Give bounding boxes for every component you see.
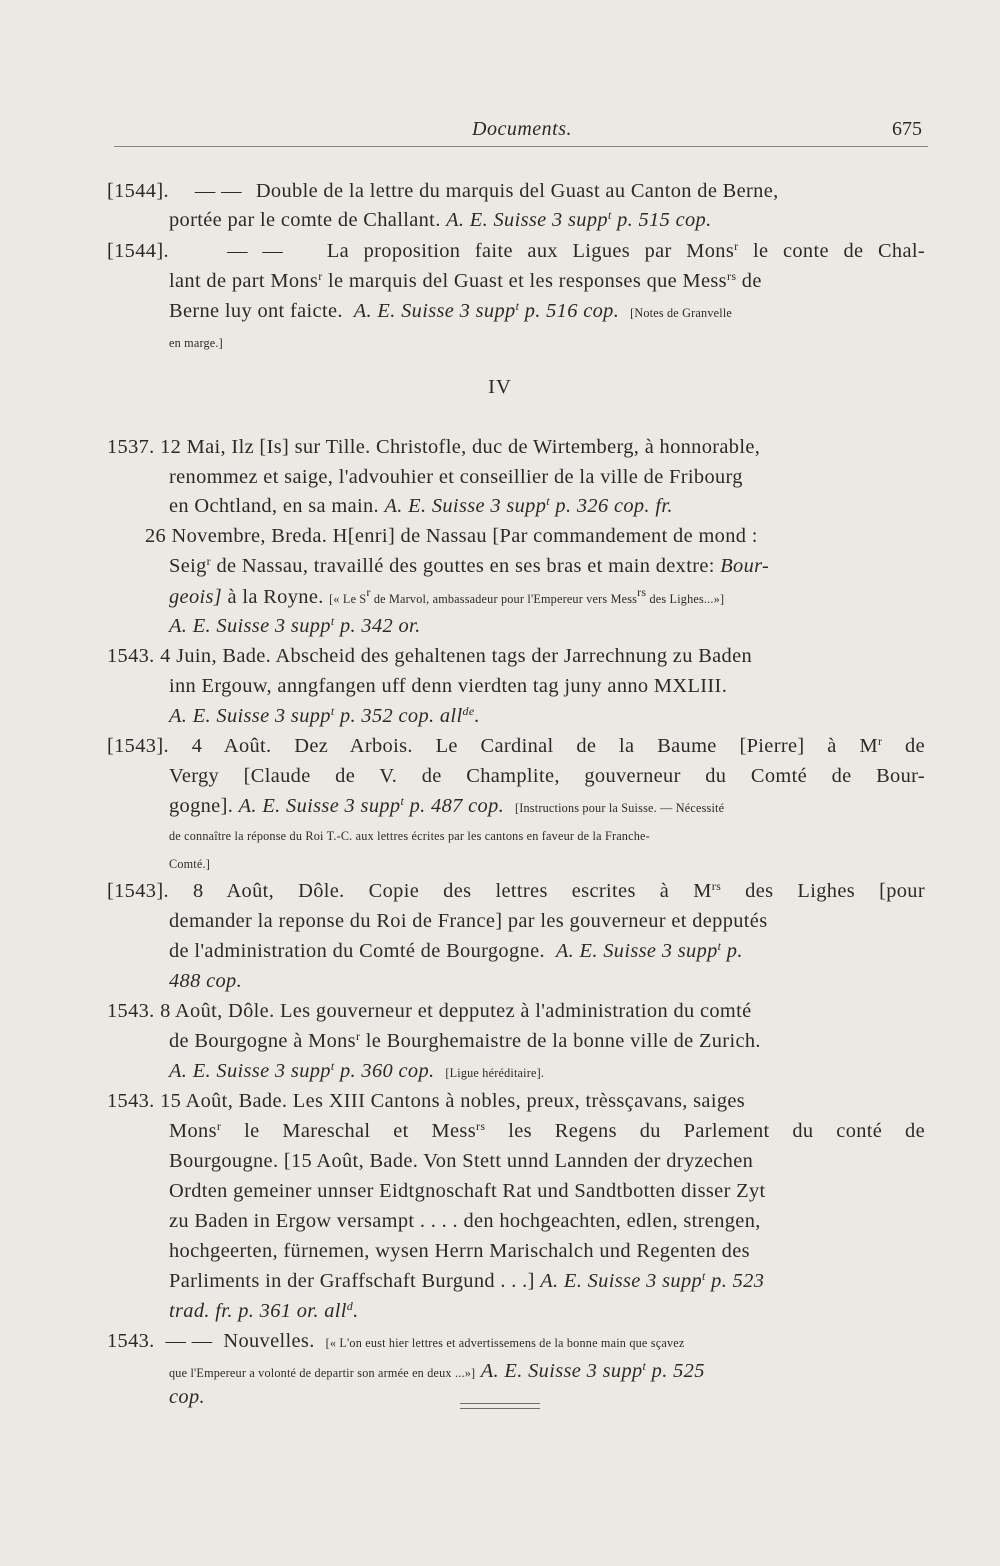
entry-line: [1544]. — — Double de la lettre du marquis del Guast au Canton de Berne,	[107, 180, 779, 202]
archive-reference: A. E. Suisse 3 supp$^t$ p. 525	[480, 1359, 705, 1382]
archive-reference: A. E. Suisse 3 supp$^t$ p. 352 cop. all$^{de}$.	[169, 704, 480, 727]
archive-reference: A. E. Suisse 3 supp$^t$ p. 326 cop. fr.	[384, 494, 673, 517]
entry-line: Parliments in der Graffschaft Burgund . . .] A. E. Suisse 3 supp$^t$ p. 523	[169, 1269, 765, 1292]
entry-line: de l'administration du Comté de Bourgogne. A. E. Suisse 3 supp$^t$ p.	[169, 939, 743, 962]
entry-line	[169, 612, 421, 640]
margin-note: [Notes de Granvelle	[630, 306, 733, 320]
archive-reference: A. E. Suisse 3 supp$^t$ p.	[555, 939, 743, 962]
entry-line: 1543. — — Nouvelles. [« L'on eust hier lettres et advertissemens de la bonne main que sçavez	[107, 1330, 685, 1352]
archive-reference: A. E. Suisse 3 supp$^t$ p. 516 cop.	[353, 299, 620, 322]
entry-line: 1543. 4 Juin, Bade. Abscheid des gehaltenen tags der Jarrechnung zu Baden	[107, 645, 753, 667]
quoted-note: [« L'on eust hier lettres et advertissemens de la bonne main que sçavez	[325, 1336, 685, 1350]
entry-line: 1543. 8 Août, Dôle. Les gouverneur et depputez à l'administration du comté	[107, 1000, 752, 1022]
entry-line: 26 Novembre, Breda. H[enri] de Nassau [Par commandement de mond :	[145, 525, 758, 547]
archive-reference: A. E. Suisse 3 supp$^t$ p. 515 cop.	[446, 208, 712, 231]
entry-line: [1544]. — — La proposition faite aux Ligues par Mons$^r$ le conte de Chal-	[107, 239, 925, 262]
header-rule	[114, 146, 928, 147]
archive-reference: A. E. Suisse 3 supp$^t$ p. 360 cop.	[169, 1059, 435, 1082]
entry-line: Bourgougne. [15 Août, Bade. Von Stett unnd Lannden der dryzechen	[169, 1150, 754, 1172]
archive-reference: A. E. Suisse 3 supp$^t$ p. 342 or.	[169, 614, 421, 637]
margin-note: en marge.]	[169, 336, 223, 350]
entry-line	[169, 1057, 544, 1085]
entry-line: lant de part Mons$^r$ le marquis del Guast et les responses que Mess$^{rs}$ de	[169, 269, 762, 292]
entry-line: [1543]. 4 Août. Dez Arbois. Le Cardinal de la Baume [Pierre] à $M^r$ de	[107, 734, 926, 757]
entry-line: inn Ergouw, anngfangen uff denn vierdten tag juny anno MXLIII.	[169, 675, 728, 697]
entry-line: Seig$^r$ de Nassau, travaillé des gouttes en ses bras et main dextre: Bour-	[169, 554, 770, 577]
entry-line: de Bourgogne à Mons$^r$ le Bourghemaistre de la bonne ville de Zurich.	[169, 1029, 761, 1052]
entry-line: gogne]. A. E. Suisse 3 supp$^t$ p. 487 cop. [Instructions pour la Suisse. — Nécessité	[169, 794, 725, 817]
entry-line: 1537. 12 Mai, Ilz [Is] sur Tille. Christofle, duc de Wirtemberg, à honnorable,	[107, 436, 761, 458]
entry-line: demander la reponse du Roi de France] par les gouverneur et depputés	[169, 910, 768, 932]
quoted-note: [« Le $S^r$ de Marvol, ambassadeur pour l'Empereur vers Mess$^{rs}$ des Lighes...»]	[329, 585, 725, 606]
entry-line: Berne luy ont faicte. A. E. Suisse 3 supp$^t$ p. 516 cop. [Notes de Granvelle	[169, 299, 733, 322]
archive-reference: A. E. Suisse 3 supp$^t$ p. 523	[540, 1269, 765, 1292]
entry-line	[169, 1357, 705, 1385]
entry-line: hochgeerten, fürnemen, wysen Herrn Marischalch und Regenten des	[169, 1240, 750, 1262]
entry-line: 1543. 15 Août, Bade. Les XIII Cantons à nobles, preux, trèssçavans, saiges	[107, 1090, 746, 1112]
entry-line: Ordten gemeiner unnser Eidtgnoschaft Rat und Sandtbotten disser Zyt	[169, 1180, 766, 1202]
entry-line: cop.	[169, 1386, 205, 1408]
margin-note: [Ligue héréditaire].	[445, 1066, 545, 1080]
entry-line: en Ochtland, en sa main. A. E. Suisse 3 supp$^t$ p. 326 cop. fr.	[169, 494, 673, 517]
entry-line: [1543]. 8 Août, Dôle. Copie des lettres escrites à $M^{rs}$ des Lighes [pour	[107, 879, 925, 902]
entry-line	[169, 820, 650, 848]
entry-line: Mons$^r$ le Mareschal et Mess$^{rs}$ les Regens du Parlement du conté de	[169, 1119, 925, 1142]
entry-line	[169, 327, 223, 355]
entry-line: renommez et saige, l'advouhier et conseillier de la ville de Fribourg	[169, 466, 743, 488]
entry-line	[169, 848, 210, 876]
running-head	[118, 118, 926, 148]
entry-line: geois] à la Royne. [« Le $S^r$ de Marvol, ambassadeur pour l'Empereur vers Mess$^{rs}$ des Lighes...»]	[169, 585, 725, 608]
archive-reference: A. E. Suisse 3 supp$^t$ p. 487 cop.	[238, 794, 505, 817]
running-title: Documents.	[472, 118, 572, 140]
entry-line: 488 cop.	[169, 970, 243, 992]
entry-line: trad. fr. p. 361 or. all$^d$.	[169, 1299, 359, 1322]
margin-note: [Instructions pour la Suisse. — Nécessité	[514, 801, 725, 815]
page-number: 675	[892, 118, 922, 140]
entry-line: zu Baden in Ergow versampt . . . . den hochgeachten, edlen, strengen,	[169, 1210, 761, 1232]
entry-line: portée par le comte de Challant. A. E. Suisse 3 supp$^t$ p. 515 cop.	[169, 208, 712, 231]
entry-line: Vergy [Claude de V. de Champlite, gouverneur du Comté de Bour-	[169, 765, 925, 787]
quoted-note: que l'Empereur a volonté de departir son armée en deux ...»]	[169, 1366, 476, 1380]
section-end-rule	[460, 1403, 540, 1409]
section-heading: IV	[488, 376, 512, 398]
margin-note: Comté.]	[169, 857, 211, 871]
entry-line	[169, 702, 480, 730]
margin-note: de connaître la réponse du Roi T.-C. aux lettres écrites par les cantons en faveur de la Franche-	[169, 829, 650, 843]
